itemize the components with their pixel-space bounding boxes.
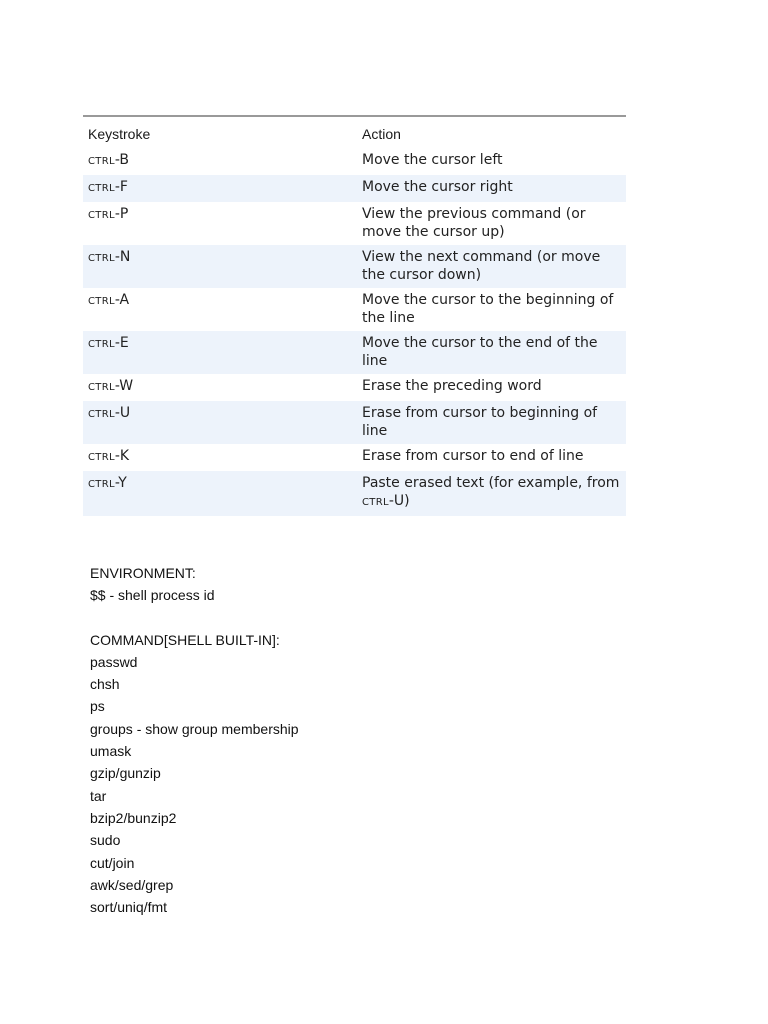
key-letter: -F [114, 179, 128, 195]
table-row [83, 175, 626, 202]
keystroke-cell [83, 471, 357, 516]
keystroke-cell [83, 444, 357, 471]
ctrl-modifier: CTRL [88, 452, 115, 463]
table-row [83, 288, 626, 331]
commands-heading: COMMAND[SHELL BUILT-IN]: [90, 631, 280, 648]
action-cell: Erase from cursor to beginning of line [357, 401, 626, 444]
keystroke-cell [83, 202, 357, 245]
command-item: groups - show group membership [90, 720, 299, 737]
action-cell: Move the cursor to the end of the line [357, 331, 626, 374]
ctrl-modifier: CTRL [88, 156, 115, 167]
command-item: gzip/gunzip [90, 765, 161, 782]
table-row [83, 245, 626, 288]
command-item: ps [90, 698, 105, 715]
action-cell: Move the cursor right [357, 175, 626, 202]
keystroke-cell [83, 288, 357, 331]
action-cell: Erase the preceding word [362, 378, 542, 394]
key-letter: -N [114, 249, 131, 265]
notes-section [90, 563, 299, 919]
action-cell: Move the cursor left [362, 152, 503, 168]
ctrl-modifier: CTRL [88, 409, 115, 420]
command-item: cut/join [90, 854, 135, 871]
ctrl-modifier: CTRL [88, 382, 115, 393]
action-text: Paste erased text (for example, from [362, 475, 620, 491]
command-item: bzip2/bunzip2 [90, 809, 177, 826]
command-item: sort/uniq/fmt [90, 899, 168, 916]
keystroke-cell [83, 175, 357, 202]
action-cell: View the previous command (or move the cursor up) [362, 206, 586, 240]
table-row [83, 148, 626, 175]
keystroke-table [83, 115, 626, 516]
key-letter: -Y [114, 475, 127, 491]
action-cell [357, 471, 626, 516]
key-letter: -U [114, 405, 131, 421]
keystroke-column-header: Keystroke [88, 126, 151, 142]
table-header-row [83, 116, 626, 148]
table-row [83, 202, 626, 245]
table-row [83, 374, 626, 401]
ctrl-modifier: CTRL [88, 339, 115, 350]
key-letter: -E [114, 335, 129, 351]
ctrl-modifier: CTRL [362, 497, 389, 508]
action-cell: Move the cursor to the beginning of the line [362, 292, 614, 326]
action-text-tail: -U) [388, 493, 410, 509]
table-row [83, 444, 626, 471]
command-item: tar [90, 787, 107, 804]
table-row [83, 471, 626, 516]
environment-heading: ENVIRONMENT: [90, 565, 196, 581]
command-item: passwd [90, 653, 138, 670]
keystroke-cell [83, 374, 357, 401]
action-cell: Erase from cursor to end of line [362, 448, 584, 464]
command-item: umask [90, 743, 132, 760]
keystroke-cell [83, 245, 357, 288]
action-cell: View the next command (or move the cursor down) [357, 245, 626, 288]
key-letter: -K [114, 448, 130, 464]
key-letter: -P [114, 206, 129, 222]
ctrl-modifier: CTRL [88, 210, 115, 221]
key-letter: -W [114, 378, 134, 394]
command-item: awk/sed/grep [90, 876, 174, 893]
command-item: chsh [90, 676, 120, 693]
section-spacer [90, 608, 299, 630]
table-row [83, 401, 626, 444]
ctrl-modifier: CTRL [88, 183, 115, 194]
ctrl-modifier: CTRL [88, 296, 115, 307]
keystroke-cell [83, 401, 357, 444]
action-column-header: Action [362, 126, 401, 142]
environment-item: $$ - shell process id [90, 587, 215, 604]
command-item: sudo [90, 832, 121, 849]
key-letter: -B [114, 152, 129, 168]
keystroke-cell [83, 148, 357, 175]
table-row [83, 331, 626, 374]
key-letter: -A [114, 292, 130, 308]
ctrl-modifier: CTRL [88, 253, 115, 264]
ctrl-modifier: CTRL [88, 479, 115, 490]
keystroke-cell [83, 331, 357, 374]
